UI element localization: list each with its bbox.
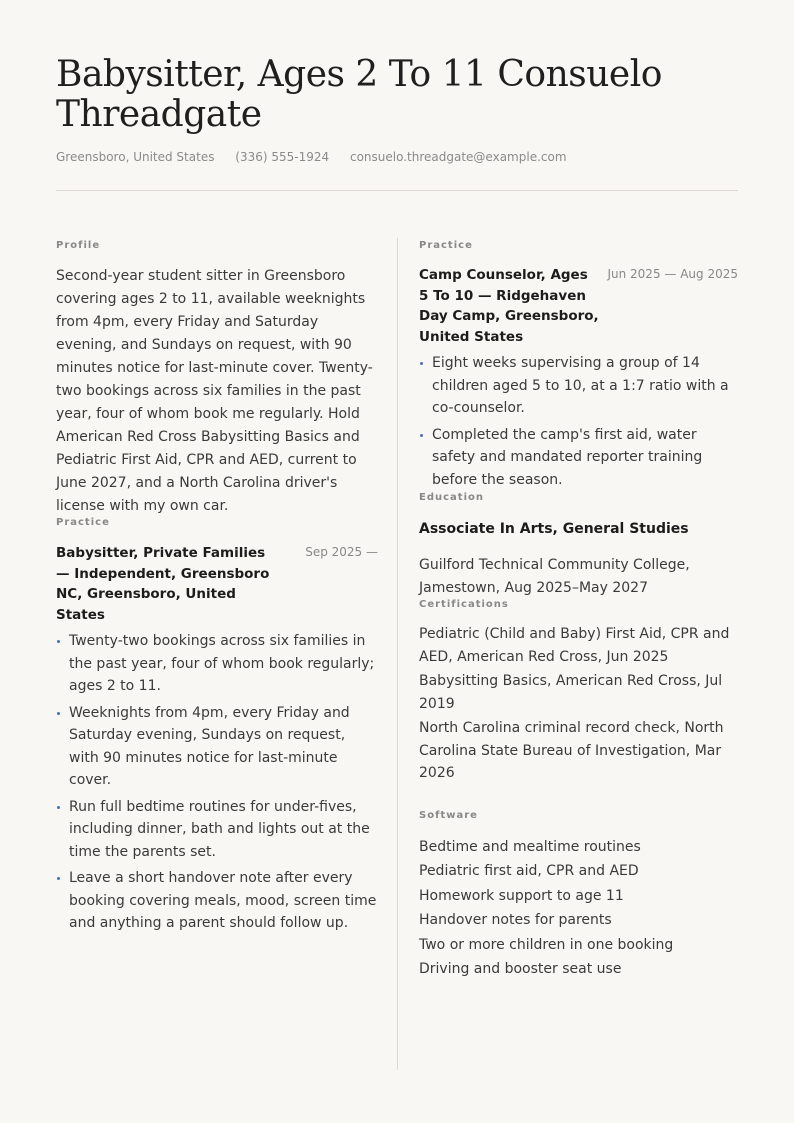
left-column — [56, 238, 378, 939]
profile-section — [56, 239, 378, 518]
phone-text: (336) 555-1924 — [235, 150, 330, 164]
practice-section-right — [419, 239, 738, 491]
certifications-section — [419, 598, 738, 785]
school-text: Guilford Technical Community College, Jamestown, Aug 2025–May 2027 — [419, 557, 690, 596]
section-heading-certifications: Certifications — [419, 599, 509, 610]
list-item: Completed the camp's first aid, water safety and mandated reporter training before the season. — [419, 424, 738, 492]
section-heading-education: Education — [419, 492, 484, 503]
list-item: Two or more children in one booking — [419, 936, 674, 953]
list-item: Homework support to age 11 — [419, 887, 624, 904]
job-date: Jun 2025 — Aug 2025 — [607, 267, 738, 281]
list-item: Driving and booster seat use — [419, 961, 622, 978]
job-header — [56, 543, 378, 625]
section-heading-practice: Practice — [419, 240, 473, 251]
degree-title: Associate In Arts, General Studies — [419, 521, 689, 537]
section-heading-practice: Practice — [56, 517, 110, 528]
list-item: Run full bedtime routines for under-fives, including dinner, bath and lights out at the time the parents set. — [56, 796, 378, 864]
list-item: Eight weeks supervising a group of 14 children aged 5 to 10, at a 1:7 ratio with a co-counselor. — [419, 352, 738, 420]
job-header — [419, 265, 738, 347]
list-item: Leave a short handover note after every booking covering meals, mood, screen time and anything a parent should follow up. — [56, 867, 378, 935]
software-section — [419, 809, 738, 983]
contact-line — [56, 150, 584, 164]
profile-text: Second-year student sitter in Greensboro covering ages 2 to 11, available weeknights from 4pm, every Friday and Saturday evening, and Sundays on request, with 90 minutes notice for last-minute cover. Twenty-two bookings across six families in the past year, four of whom book me regularly. Hold American Red Cross Babysitting Basics and Pediatric First Aid, CPR and AED, current to June 2027, and a North Carolina driver's license with my own car. — [56, 268, 373, 514]
job-title: Babysitter, Private Families — Independent, Greensboro NC, Greensboro, United States — [56, 545, 270, 623]
list-item: Weeknights from 4pm, every Friday and Saturday evening, Sundays on request, with 90 minutes notice for last-minute cover. — [56, 702, 378, 792]
list-item: Twenty-two bookings across six families in the past year, four of whom book regularly; ages 2 to 11. — [56, 630, 378, 698]
list-item: Bedtime and mealtime routines — [419, 838, 641, 855]
skills-list — [419, 835, 738, 983]
practice-section-left — [56, 516, 378, 935]
list-item: Handover notes for parents — [419, 912, 612, 929]
certification-item: Babysitting Basics, American Red Cross, Jul 2019 — [419, 673, 723, 712]
job-bullets — [56, 630, 378, 935]
list-item: Pediatric first aid, CPR and AED — [419, 863, 639, 880]
job-date: Sep 2025 — — [305, 545, 378, 559]
section-heading-software: Software — [419, 809, 478, 821]
location-text: Greensboro, United States — [56, 150, 215, 164]
section-heading-profile: Profile — [56, 240, 101, 251]
email-text: consuelo.threadgate@example.com — [349, 150, 567, 164]
certification-item: Pediatric (Child and Baby) First Aid, CPR and AED, American Red Cross, Jun 2025 — [419, 626, 730, 665]
right-column — [419, 238, 738, 982]
page-title: Babysitter, Ages 2 To 11 Consuelo Threadgate — [56, 54, 662, 135]
column-divider — [397, 238, 398, 1070]
job-title: Camp Counselor, Ages 5 To 10 — Ridgehaven Day Camp, Greensboro, United States — [419, 267, 599, 345]
resume-page — [56, 0, 738, 1123]
job-bullets — [419, 352, 738, 491]
certification-item: North Carolina criminal record check, North Carolina State Bureau of Investigation, Mar 2026 — [419, 720, 724, 781]
header-divider — [56, 190, 738, 191]
education-section — [419, 491, 738, 600]
